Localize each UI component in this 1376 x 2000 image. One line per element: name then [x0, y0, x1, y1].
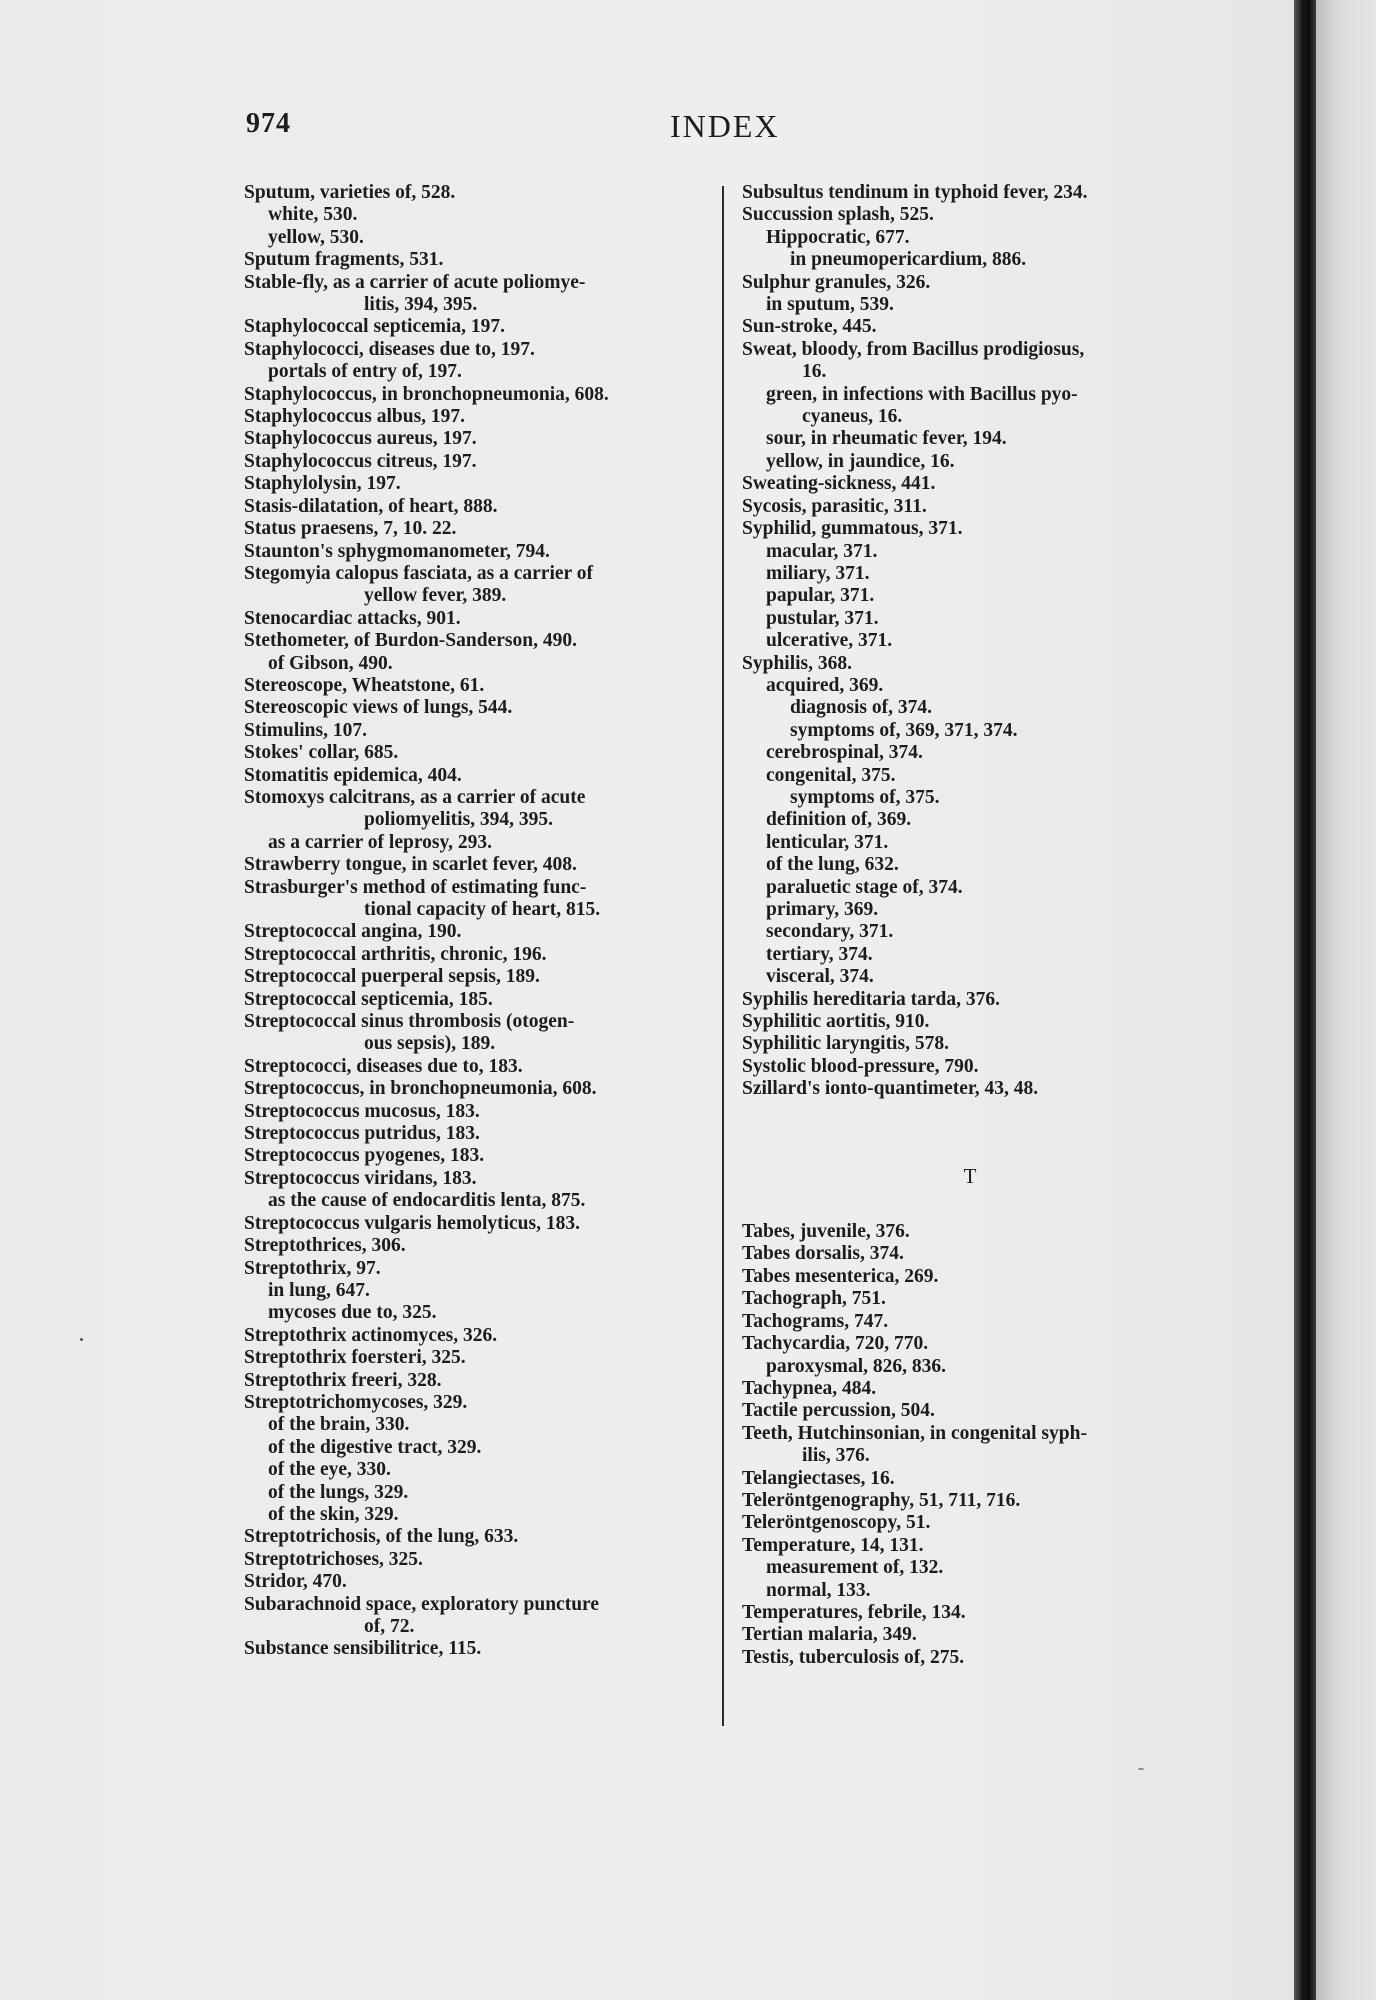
page-edge [1316, 0, 1376, 2000]
index-entry: Teeth, Hutchinsonian, in congenital syph- [742, 1422, 1087, 1444]
print-speck [1138, 1768, 1144, 1770]
index-entry: Tabes, juvenile, 376. [742, 1221, 910, 1243]
index-entry: macular, 371. [766, 540, 878, 562]
index-entry-continuation: ilis, 376. [802, 1445, 870, 1467]
index-entry: as a carrier of leprosy, 293. [268, 831, 493, 853]
index-entry: Sun-stroke, 445. [742, 316, 877, 338]
index-entry: Streptococcus, in bronchopneumonia, 608. [244, 1078, 597, 1100]
index-entry: Streptotrichoses, 325. [244, 1548, 423, 1570]
index-entry: Stable-fly, as a carrier of acute poliomye- [244, 271, 586, 293]
index-entry: Syphilis, 368. [742, 652, 853, 674]
index-entry: Streptothrices, 306. [244, 1235, 406, 1257]
index-entry: Szillard's ionto-quantimeter, 43, 48. [742, 1078, 1039, 1100]
index-entry: of the brain, 330. [268, 1414, 410, 1436]
index-entry: Streptothrix, 97. [244, 1257, 381, 1279]
index-entry: Status praesens, 7, 10. 22. [244, 518, 457, 540]
index-entry: paraluetic stage of, 374. [766, 876, 963, 898]
index-entry: definition of, 369. [766, 809, 912, 831]
index-entry: Streptothrix actinomyces, 326. [244, 1324, 498, 1346]
index-entry: visceral, 374. [766, 966, 874, 988]
index-entry: yellow, in jaundice, 16. [766, 450, 955, 472]
index-entry: miliary, 371. [766, 562, 870, 584]
index-entry: in lung, 647. [268, 1279, 370, 1301]
index-entry-continuation: poliomyelitis, 394, 395. [364, 809, 554, 831]
index-entry: tertiary, 374. [766, 943, 873, 965]
index-entry-continuation: cyaneus, 16. [802, 406, 903, 428]
index-entry: Streptococcal sinus thrombosis (otogen- [244, 1011, 575, 1033]
index-entry: Tertian malaria, 349. [742, 1624, 917, 1646]
index-entry: papular, 371. [766, 585, 875, 607]
index-entry: sour, in rheumatic fever, 194. [766, 428, 1007, 450]
index-entry: Sulphur granules, 326. [742, 271, 931, 293]
index-entry: Stimulins, 107. [244, 719, 367, 741]
index-entry: Sputum, varieties of, 528. [244, 182, 456, 203]
index-entry-continuation: tional capacity of heart, 815. [364, 899, 601, 920]
index-entry: Streptotrichomycoses, 329. [244, 1391, 468, 1413]
index-entry: Tactile percussion, 504. [742, 1400, 935, 1422]
index-entry: in pneumopericardium, 886. [790, 249, 1027, 271]
index-entry: symptoms of, 369, 371, 374. [790, 719, 1018, 741]
index-entry: Subarachnoid space, exploratory puncture [244, 1593, 599, 1615]
index-entry: Streptococcus viridans, 183. [244, 1167, 477, 1189]
index-entry-continuation: 16. [802, 361, 827, 383]
index-entry: of the digestive tract, 329. [268, 1436, 482, 1458]
index-entry: green, in infections with Bacillus pyo- [766, 383, 1078, 405]
index-entry: congenital, 375. [766, 764, 896, 786]
index-entry: Teleröntgenoscopy, 51. [742, 1512, 931, 1534]
index-entry: Syphilitic aortitis, 910. [742, 1011, 930, 1033]
index-entry: Stegomyia calopus fasciata, as a carrier of [244, 562, 593, 584]
index-entry: Stereoscope, Wheatstone, 61. [244, 674, 485, 696]
index-entry: of the lung, 632. [766, 854, 899, 876]
index-entry: Staphylolysin, 197. [244, 473, 401, 495]
index-entry: Sweating-sickness, 441. [742, 473, 936, 495]
index-entry: Staphylococcus albus, 197. [244, 406, 466, 428]
index-entry: Staphylococcus, in bronchopneumonia, 608. [244, 383, 609, 405]
index-entry: Stokes' collar, 685. [244, 742, 399, 764]
index-column-left [244, 182, 704, 1661]
index-entry: Strasburger's method of estimating func- [244, 876, 587, 898]
index-entry: of Gibson, 490. [268, 652, 393, 674]
index-entry: Stomoxys calcitrans, as a carrier of acute [244, 786, 586, 808]
index-entry: Stridor, 470. [244, 1571, 347, 1593]
index-section-s [742, 182, 1218, 1101]
index-column-right [742, 182, 1218, 1669]
index-entry: Succussion splash, 525. [742, 204, 934, 226]
running-head: INDEX [670, 108, 780, 144]
index-entry: Tachograph, 751. [742, 1288, 886, 1310]
index-entry: Sputum fragments, 531. [244, 249, 444, 271]
index-entry: Streptotrichosis, of the lung, 633. [244, 1526, 519, 1548]
index-entry: Staphylococci, diseases due to, 197. [244, 338, 535, 360]
index-entry: acquired, 369. [766, 674, 884, 696]
index-entry: Teleröntgenography, 51, 711, 716. [742, 1489, 1021, 1511]
index-entry: Streptococci, diseases due to, 183. [244, 1055, 523, 1077]
index-entry: paroxysmal, 826, 836. [766, 1355, 947, 1377]
index-entry: white, 530. [268, 204, 358, 226]
index-entry: Streptococcus pyogenes, 183. [244, 1145, 485, 1167]
index-entry: Tachypnea, 484. [742, 1377, 877, 1399]
index-section-t [742, 1221, 1218, 1669]
index-entry: as the cause of endocarditis lenta, 875. [268, 1190, 586, 1212]
index-entry: Staphylococcus citreus, 197. [244, 450, 477, 472]
index-entry: Stereoscopic views of lungs, 544. [244, 697, 513, 719]
index-entry: Tabes dorsalis, 374. [742, 1243, 904, 1265]
index-entry: Streptococcus vulgaris hemolyticus, 183. [244, 1212, 580, 1234]
index-entry: Stethometer, of Burdon-Sanderson, 490. [244, 630, 577, 652]
index-entry: Syphilis hereditaria tarda, 376. [742, 988, 1001, 1010]
index-entry: portals of entry of, 197. [268, 361, 462, 383]
index-entry: Syphilitic laryngitis, 578. [742, 1033, 949, 1055]
index-entry: Stomatitis epidemica, 404. [244, 764, 462, 786]
index-entry: Hippocratic, 677. [766, 226, 910, 248]
index-entry: of the eye, 330. [268, 1459, 391, 1481]
index-entry: pustular, 371. [766, 607, 879, 629]
index-entry: Subsultus tendinum in typhoid fever, 234. [742, 182, 1088, 203]
index-entry: primary, 369. [766, 899, 879, 920]
index-entry: measurement of, 132. [766, 1557, 944, 1579]
index-entry: Syphilid, gummatous, 371. [742, 518, 963, 540]
index-entry: ulcerative, 371. [766, 630, 893, 652]
index-entry: Tachograms, 747. [742, 1310, 889, 1332]
index-entry: Staphylococcal septicemia, 197. [244, 316, 506, 338]
index-entry: Stenocardiac attacks, 901. [244, 607, 461, 629]
index-entry: Streptococcal angina, 190. [244, 921, 462, 943]
index-entry: Streptococcal puerperal sepsis, 189. [244, 966, 540, 988]
index-entry: Temperature, 14, 131. [742, 1534, 924, 1556]
index-entry: Streptococcal septicemia, 185. [244, 988, 493, 1010]
index-entry: Tachycardia, 720, 770. [742, 1333, 929, 1355]
index-entry: of the lungs, 329. [268, 1481, 409, 1503]
index-entry-continuation: ous sepsis), 189. [364, 1033, 496, 1055]
page-number: 974 [246, 108, 291, 139]
index-entry: lenticular, 371. [766, 831, 889, 853]
index-entry: mycoses due to, 325. [268, 1302, 437, 1324]
index-entry-continuation: of, 72. [364, 1616, 415, 1637]
index-entry: Tabes mesenterica, 269. [742, 1265, 939, 1287]
index-entry-continuation: litis, 394, 395. [364, 294, 478, 316]
index-entry: Temperatures, febrile, 134. [742, 1601, 966, 1623]
index-entry: Sweat, bloody, from Bacillus prodigiosus, [742, 338, 1085, 360]
index-entry: Streptococcal arthritis, chronic, 196. [244, 943, 547, 965]
index-entry: symptoms of, 375. [790, 786, 940, 808]
index-entry: diagnosis of, 374. [790, 697, 932, 719]
index-entry: in sputum, 539. [766, 294, 894, 316]
binding-shadow [1294, 0, 1316, 2000]
index-entry: Substance sensibilitrice, 115. [244, 1638, 482, 1660]
index-entry: Streptothrix foersteri, 325. [244, 1347, 466, 1369]
print-speck [80, 1338, 83, 1341]
index-entry: yellow, 530. [268, 226, 364, 248]
index-entry: Streptococcus mucosus, 183. [244, 1100, 480, 1122]
index-entry: Streptococcus putridus, 183. [244, 1123, 480, 1145]
index-entry: cerebrospinal, 374. [766, 742, 923, 764]
index-entry: Strawberry tongue, in scarlet fever, 408. [244, 854, 577, 876]
index-entry: secondary, 371. [766, 921, 894, 943]
section-letter: T [963, 1163, 977, 1188]
index-entry: Systolic blood-pressure, 790. [742, 1055, 979, 1077]
index-entry: Stasis-dilatation, of heart, 888. [244, 495, 498, 517]
index-entry: normal, 133. [766, 1579, 871, 1601]
index-entry: of the skin, 329. [268, 1503, 399, 1525]
column-rule [722, 186, 724, 1726]
index-entry: Telangiectases, 16. [742, 1467, 895, 1489]
index-entry: Testis, tuberculosis of, 275. [742, 1646, 965, 1668]
index-entry: Staphylococcus aureus, 197. [244, 428, 477, 450]
index-entry: Streptothrix freeri, 328. [244, 1369, 442, 1391]
index-entry: Staunton's sphygmomanometer, 794. [244, 540, 550, 562]
index-entry: Sycosis, parasitic, 311. [742, 495, 927, 517]
index-entry-continuation: yellow fever, 389. [364, 585, 507, 607]
